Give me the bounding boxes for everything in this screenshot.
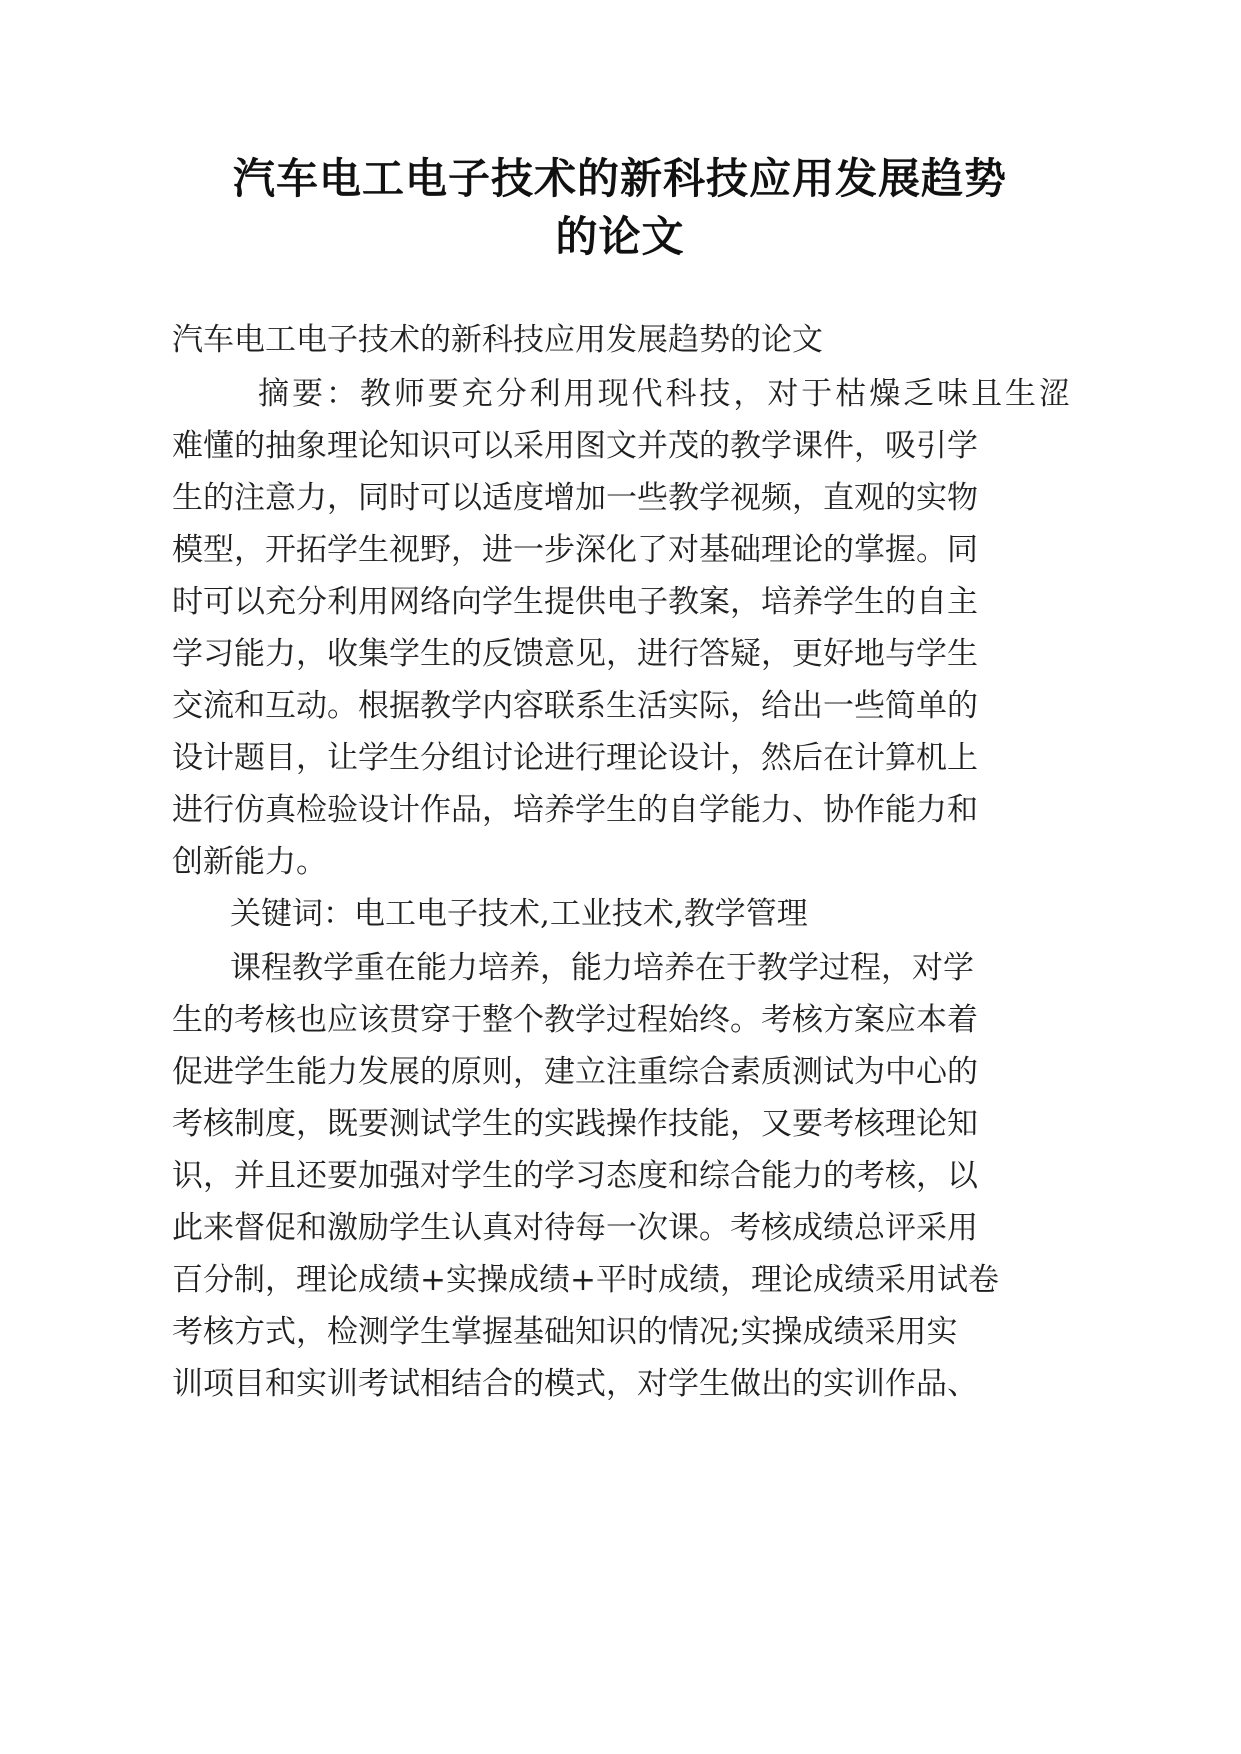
body-line: 促进学生能力发展的原则，建立注重综合素质测试为中心的 — [172, 1054, 978, 1090]
abstract-line: 交流和互动。根据教学内容联系生活实际，给出一些简单的 — [172, 688, 978, 724]
abstract-line: 学习能力，收集学生的反馈意见，进行答疑，更好地与学生 — [172, 636, 978, 672]
body-line: 考核方式，检测学生掌握基础知识的情况;实操成绩采用实 — [172, 1314, 958, 1350]
abstract-line: 创新能力。 — [172, 844, 327, 880]
body-line: 识，并且还要加强对学生的学习态度和综合能力的考核，以 — [172, 1158, 978, 1194]
title-line-2: 的论文 — [555, 212, 685, 261]
abstract-line: 生的注意力，同时可以适度增加一些教学视频，直观的实物 — [172, 480, 978, 516]
abstract-line: 时可以充分利用网络向学生提供电子教案，培养学生的自主 — [172, 584, 978, 620]
abstract-line: 进行仿真检验设计作品，培养学生的自学能力、协作能力和 — [172, 792, 978, 828]
abstract-line: 模型，开拓学生视野，进一步深化了对基础理论的掌握。同 — [172, 532, 978, 568]
abstract-line: 难懂的抽象理论知识可以采用图文并茂的教学课件，吸引学 — [172, 428, 978, 464]
keywords: 关键词：电工电子技术,工业技术,教学管理 — [230, 896, 808, 932]
title-line-1: 汽车电工电子技术的新科技应用发展趋势 — [232, 154, 1007, 203]
document-title — [180, 150, 1060, 266]
body-line: 百分制，理论成绩+实操成绩+平时成绩，理论成绩采用试卷 — [172, 1262, 999, 1298]
body-line: 考核制度，既要测试学生的实践操作技能，又要考核理论知 — [172, 1106, 978, 1142]
body-line: 训项目和实训考试相结合的模式，对学生做出的实训作品、 — [172, 1366, 978, 1402]
abstract-line: 设计题目，让学生分组讨论进行理论设计，然后在计算机上 — [172, 740, 978, 776]
body-line: 生的考核也应该贯穿于整个教学过程始终。考核方案应本着 — [172, 1002, 978, 1038]
abstract-line: 摘要：教师要充分利用现代科技，对于枯燥乏味且生涩 — [258, 376, 1070, 412]
body-line: 此来督促和激励学生认真对待每一次课。考核成绩总评采用 — [172, 1210, 978, 1246]
document-subtitle: 汽车电工电子技术的新科技应用发展趋势的论文 — [172, 322, 823, 358]
body-line: 课程教学重在能力培养，能力培养在于教学过程，对学 — [230, 950, 974, 986]
